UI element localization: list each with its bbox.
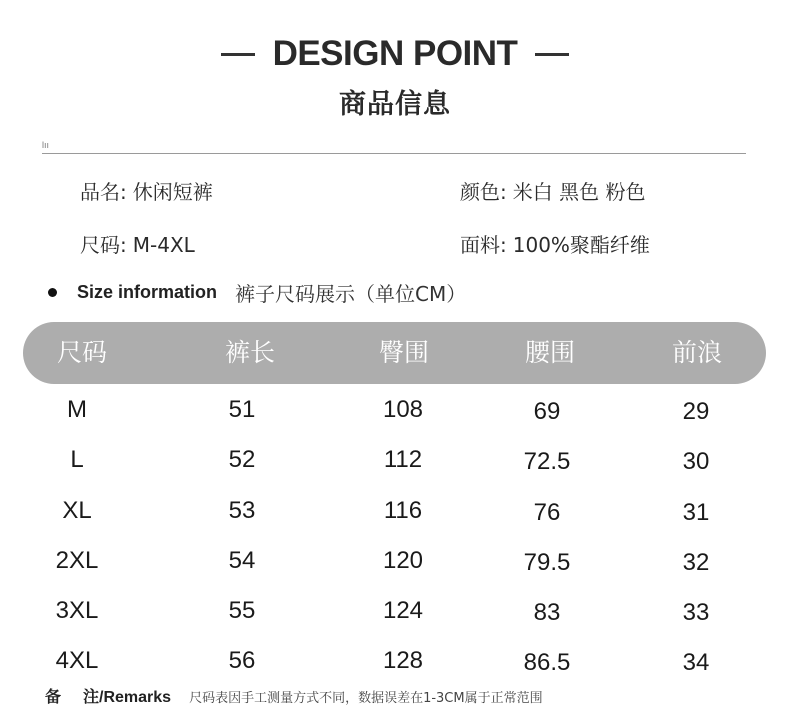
- product-name: [80, 176, 213, 205]
- cell-waist: 79.5: [523, 549, 571, 576]
- title-row: [0, 34, 790, 74]
- table-row: [0, 597, 790, 647]
- bullet-icon: [48, 288, 57, 297]
- cell-front-rise: 30: [682, 448, 710, 475]
- table-row: [0, 446, 790, 496]
- product-color-value: 米白 黑色 粉色: [512, 180, 646, 204]
- remarks: [45, 684, 543, 707]
- cell-hip: 128: [382, 647, 424, 674]
- remarks-label: 注/Remarks: [83, 689, 172, 706]
- divider: [42, 153, 746, 154]
- cell-size: XL: [62, 497, 92, 524]
- page-title: DESIGN POINT: [272, 34, 518, 73]
- title-dash-left: [221, 53, 255, 56]
- product-fabric-value: 100%聚酯纤维: [512, 233, 650, 257]
- cell-length: 56: [228, 647, 256, 674]
- table-row: [0, 396, 790, 446]
- cell-hip: 112: [383, 446, 423, 473]
- cell-size: M: [67, 396, 87, 423]
- cell-hip: 108: [382, 396, 424, 423]
- header-front-rise: 前浪: [671, 338, 722, 367]
- remarks-label-cn: 备: [45, 687, 62, 706]
- table-row: [0, 497, 790, 547]
- header-waist: 腰围: [524, 338, 575, 367]
- cell-front-rise: 32: [682, 549, 710, 576]
- size-table-header: [23, 322, 766, 384]
- product-size-label: 尺码:: [80, 233, 127, 257]
- product-color: [460, 176, 645, 205]
- size-section-header: [48, 278, 466, 307]
- product-name-label: 品名:: [80, 180, 127, 204]
- cell-waist: 72.5: [523, 448, 571, 475]
- header-hip: 臀围: [378, 338, 429, 367]
- cell-hip: 120: [382, 547, 424, 574]
- product-size: [80, 229, 195, 258]
- cell-front-rise: 29: [682, 398, 710, 425]
- title-dash-right: [535, 53, 569, 56]
- cell-length: 55: [228, 597, 256, 624]
- cell-size: L: [70, 446, 84, 473]
- product-name-value: 休闲短裤: [132, 180, 213, 204]
- product-fabric-label: 面料:: [460, 233, 507, 257]
- cell-waist: 83: [533, 599, 561, 626]
- cell-size: 4XL: [55, 647, 99, 674]
- header-length: 裤长: [224, 338, 275, 367]
- product-fabric: [460, 229, 650, 258]
- cell-front-rise: 34: [682, 649, 710, 676]
- page-subtitle: 商品信息: [339, 89, 451, 120]
- cell-waist: 69: [533, 398, 561, 425]
- cell-front-rise: 31: [682, 499, 710, 526]
- cell-front-rise: 33: [682, 599, 710, 626]
- cell-size: 2XL: [55, 547, 99, 574]
- table-row: [0, 547, 790, 597]
- bar-mark-icon: lıı: [42, 140, 50, 150]
- cell-length: 52: [228, 446, 256, 473]
- cell-length: 53: [228, 497, 256, 524]
- size-section-title-en: Size information: [77, 282, 218, 302]
- product-size-value: M-4XL: [132, 233, 195, 257]
- remarks-text: 尺码表因手工测量方式不同，数据误差在1-3CM属于正常范围: [189, 691, 543, 706]
- cell-length: 51: [228, 396, 256, 423]
- size-section-title-cn: 裤子尺码展示（单位CM）: [235, 282, 467, 306]
- cell-waist: 86.5: [523, 649, 571, 676]
- cell-waist: 76: [533, 499, 561, 526]
- product-color-label: 颜色:: [460, 180, 507, 204]
- cell-length: 54: [228, 547, 256, 574]
- cell-hip: 116: [383, 497, 423, 524]
- cell-size: 3XL: [55, 597, 99, 624]
- header-size: 尺码: [56, 338, 107, 367]
- cell-hip: 124: [382, 597, 424, 624]
